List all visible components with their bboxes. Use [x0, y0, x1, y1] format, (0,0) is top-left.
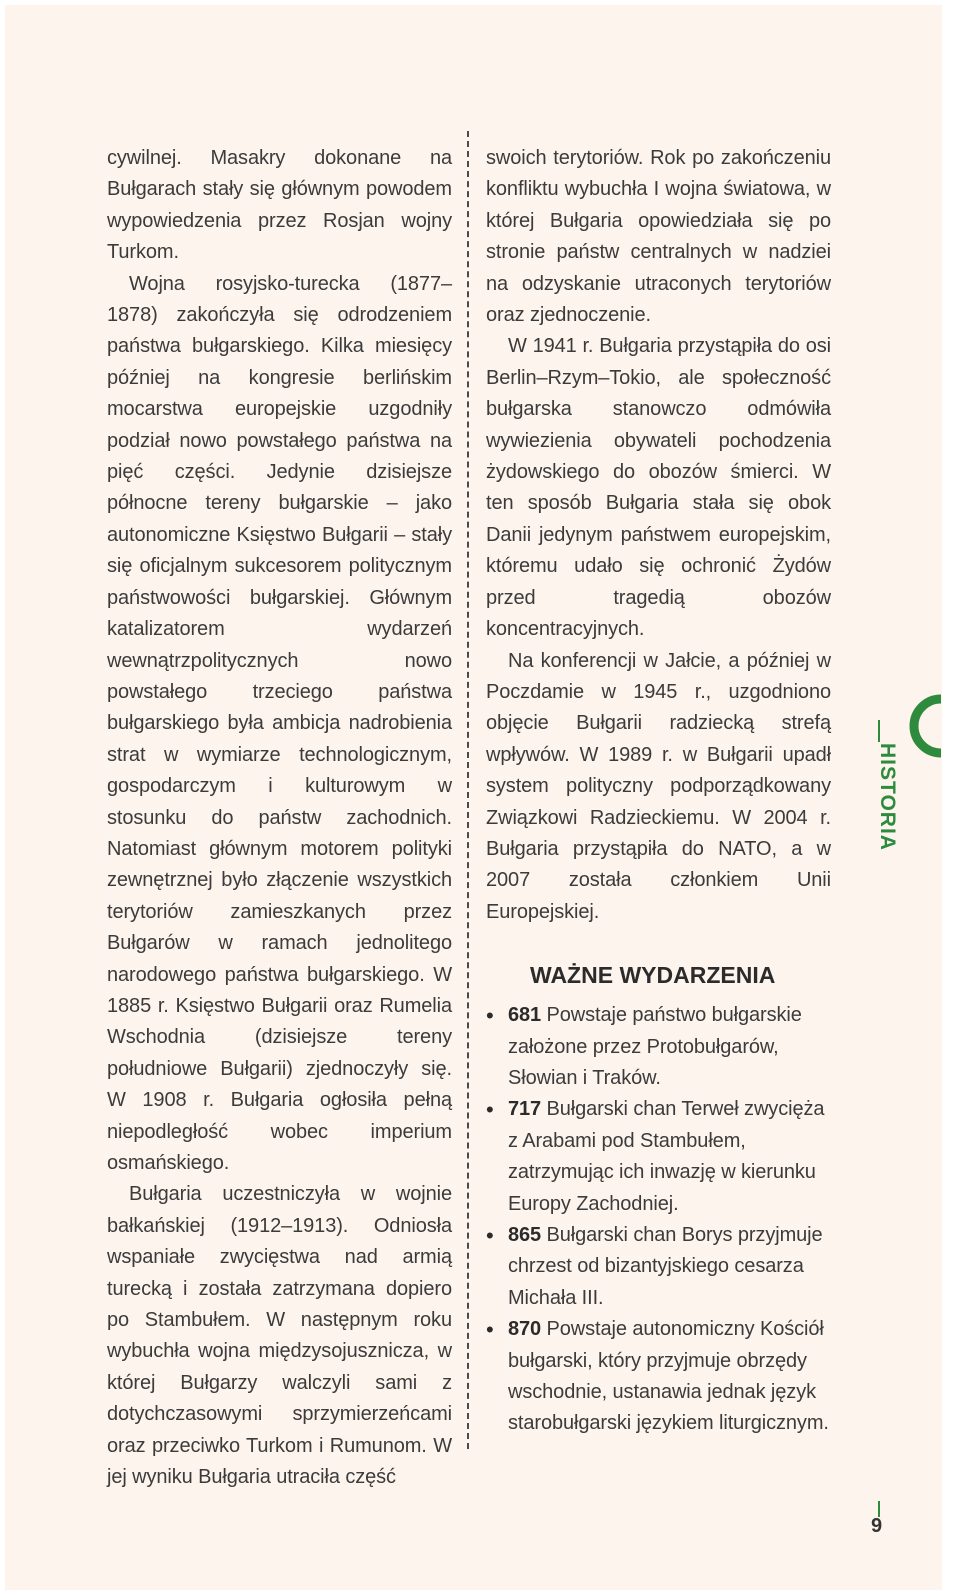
event-year: 681 — [508, 1004, 542, 1027]
bullet-icon: • — [486, 1317, 494, 1343]
column-divider — [467, 131, 469, 1449]
event-year: 717 — [508, 1098, 542, 1121]
right-paragraph-3: Na konferencji w Jałcie, a później w Poczdamie w 1945 r., uzgodniono objęcie Bułgarii radziecką strefą wpływów. W 1989 r. w Bułgarii upadł system polityczny podporządkowany Związkowi Radzieckiemu. W 2004 r. Bułgaria przystąpiła do NATO, a w 2007 została członkiem Unii Europejskiej. — [486, 649, 831, 923]
section-tab-arc-icon — [903, 693, 942, 759]
book-page — [5, 5, 942, 1590]
event-text: Bułgarski chan Terweł zwycięża z Arabami pod Stambułem, zatrzymując ich inwazję w kierunku Europy Zachodniej. — [508, 1098, 825, 1215]
right-paragraph-2: W 1941 r. Bułgaria przystąpiła do osi Berlin–Rzym–Tokio, ale społeczność bułgarska stanowczo odmówiła wywiezienia obywateli pochodzenia żydowskiego do obozów śmierci. W ten sposób Bułgaria stała się obok Danii jedynym państwem europejskim, któremu udało się ochronić Żydów przed tragedią obozów koncentracyjnych. — [486, 335, 831, 641]
event-year: 870 — [508, 1318, 542, 1341]
bullet-icon: • — [486, 1097, 494, 1123]
bullet-icon: • — [486, 1223, 494, 1248]
event-text: Bułgarski chan Borys przyjmuje chrzest od bizantyjskiego cesarza Michała III. — [508, 1224, 823, 1309]
page-number: 9 — [871, 1515, 883, 1537]
section-tab-mark — [878, 720, 880, 742]
left-paragraph-1: cywilnej. Masakry dokonane na Bułgarach stały się głównym powodem wypowiedzenia przez Rosjan wojny Turkom. — [107, 147, 452, 264]
event-item — [486, 1314, 831, 1440]
event-item — [486, 1000, 831, 1094]
event-text: Powstaje państwo bułgarskie założone przez Protobułgarów, Słowian i Traków. — [508, 1004, 802, 1089]
left-paragraph-3: Bułgaria uczestniczyła w wojnie bałkańskiej (1912–1913). Odniosła wspaniałe zwycięstwa nad armią turecką i została zatrzymana dopiero po Stambułem. W następnym roku wybuchła wojna międzysojusznicza, w której Bułgarzy walczyli sami z dotychczasowymi sprzymierzeńcami oraz przeciwko Turkom i Rumunom. W jej wyniku Bułgaria utraciła część — [107, 1183, 452, 1489]
event-item — [486, 1220, 831, 1314]
event-year: 865 — [508, 1224, 542, 1246]
right-column — [486, 143, 831, 1440]
left-paragraph-2: Wojna rosyjsko-turecka (1877–1878) zakończyła się odrodzeniem państwa bułgarskiego. Kilka miesięcy później na kongresie berlińskim mocarstwa europejskie uzgodniły podział nowo powstałego państwa na pięć części. Jedynie dzisiejsze północne tereny bułgarskie – jako autonomiczne Księstwo Bułgarii – stały się oficjalnym sukcesorem politycznym państwowości bułgarskiej. Głównym katalizatorem wydarzeń wewnątrzpolitycznych nowo powstałego trzeciego państwa bułgarskiego była ambicja nadrobienia strat w wymiarze technologicznym, gospodarczym i kulturowym w stosunku do państw zachodnich. Natomiast głównym motorem polityki zewnętrznej było złączenie wszystkich terytoriów zamieszkanych przez Bułgarów w ramach jednolitego narodowego państwa bułgarskiego. W 1885 r. Księstwo Bułgarii oraz Rumelia Wschodnia (dzisiejsze tereny południowe Bułgarii) zjednoczyły się. W 1908 r. Bułgaria ogłosiła pełną niepodległość wobec imperium osmańskiego. — [107, 272, 452, 1174]
event-text: Powstaje autonomiczny Kościół bułgarski, który przyjmuje obrzędy wschodnie, ustanawia jednak język starobułgarski językiem liturgicznym. — [508, 1318, 829, 1435]
event-item — [486, 1094, 831, 1220]
section-tab-label: HISTORIA — [876, 743, 899, 851]
events-list — [486, 1000, 831, 1440]
right-paragraph-1: swoich terytoriów. Rok po zakończeniu konfliktu wybuchła I wojna światowa, w której Bułgaria opowiedziała się po stronie państw centralnych w nadziei na odzyskanie utraconych terytoriów oraz zjednoczenie. — [486, 147, 831, 327]
events-heading: WAŻNE WYDARZENIA — [530, 962, 776, 989]
left-column — [107, 143, 452, 1493]
bullet-icon: • — [486, 1003, 494, 1029]
